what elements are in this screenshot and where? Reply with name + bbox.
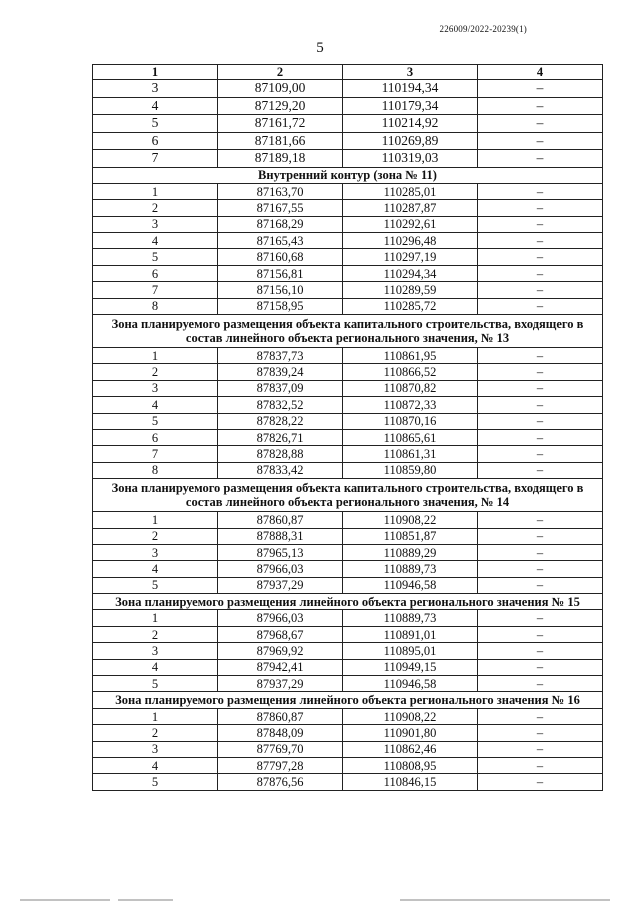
y-coordinate-cell: 110889,73 xyxy=(343,610,478,626)
table-row xyxy=(93,659,603,675)
note-cell: – xyxy=(478,708,603,724)
table-row xyxy=(93,561,603,577)
note-cell: – xyxy=(478,282,603,298)
y-coordinate-cell: 110269,89 xyxy=(343,132,478,150)
note-cell: – xyxy=(478,150,603,168)
x-coordinate-cell: 87965,13 xyxy=(218,544,343,560)
table-row xyxy=(93,233,603,249)
y-coordinate-cell: 110846,15 xyxy=(343,774,478,790)
y-coordinate-cell: 110292,61 xyxy=(343,216,478,232)
note-cell: – xyxy=(478,446,603,462)
column-header: 3 xyxy=(343,65,478,80)
y-coordinate-cell: 110872,33 xyxy=(343,397,478,413)
x-coordinate-cell: 87966,03 xyxy=(218,561,343,577)
note-cell: – xyxy=(478,626,603,642)
note-cell: – xyxy=(478,115,603,133)
x-coordinate-cell: 87969,92 xyxy=(218,643,343,659)
note-cell: – xyxy=(478,397,603,413)
y-coordinate-cell: 110949,15 xyxy=(343,659,478,675)
y-coordinate-cell: 110285,72 xyxy=(343,298,478,314)
table-row xyxy=(93,265,603,281)
section-title: Зона планируемого размещения линейного объекта регионального значения № 15 xyxy=(93,594,603,610)
y-coordinate-cell: 110889,73 xyxy=(343,561,478,577)
y-coordinate-cell: 110294,34 xyxy=(343,265,478,281)
x-coordinate-cell: 87167,55 xyxy=(218,200,343,216)
y-coordinate-cell: 110297,19 xyxy=(343,249,478,265)
section-header-row xyxy=(93,315,603,348)
y-coordinate-cell: 110194,34 xyxy=(343,80,478,98)
note-cell: – xyxy=(478,741,603,757)
table-row xyxy=(93,429,603,445)
y-coordinate-cell: 110296,48 xyxy=(343,233,478,249)
point-number-cell: 2 xyxy=(93,364,218,380)
note-cell: – xyxy=(478,659,603,675)
x-coordinate-cell: 87181,66 xyxy=(218,132,343,150)
point-number-cell: 8 xyxy=(93,298,218,314)
point-number-cell: 1 xyxy=(93,348,218,364)
y-coordinate-cell: 110901,80 xyxy=(343,725,478,741)
note-cell: – xyxy=(478,265,603,281)
point-number-cell: 7 xyxy=(93,446,218,462)
y-coordinate-cell: 110214,92 xyxy=(343,115,478,133)
point-number-cell: 1 xyxy=(93,708,218,724)
note-cell: – xyxy=(478,200,603,216)
point-number-cell: 3 xyxy=(93,80,218,98)
table-row xyxy=(93,512,603,528)
x-coordinate-cell: 87109,00 xyxy=(218,80,343,98)
y-coordinate-cell: 110179,34 xyxy=(343,97,478,115)
point-number-cell: 5 xyxy=(93,115,218,133)
table-row xyxy=(93,298,603,314)
point-number-cell: 5 xyxy=(93,676,218,692)
point-number-cell: 4 xyxy=(93,97,218,115)
note-cell: – xyxy=(478,183,603,199)
x-coordinate-cell: 87163,70 xyxy=(218,183,343,199)
point-number-cell: 7 xyxy=(93,150,218,168)
table-row xyxy=(93,348,603,364)
y-coordinate-cell: 110895,01 xyxy=(343,643,478,659)
table-row xyxy=(93,115,603,133)
y-coordinate-cell: 110319,03 xyxy=(343,150,478,168)
column-header: 4 xyxy=(478,65,603,80)
table-row xyxy=(93,741,603,757)
point-number-cell: 2 xyxy=(93,200,218,216)
table-row xyxy=(93,610,603,626)
page-number: 5 xyxy=(316,40,324,56)
y-coordinate-cell: 110865,61 xyxy=(343,429,478,445)
table-row xyxy=(93,249,603,265)
note-cell: – xyxy=(478,380,603,396)
section-title: Зона планируемого размещения объекта капитального строительства, входящего в состав линейного объекта регионального значения, № 13 xyxy=(93,315,603,348)
y-coordinate-cell: 110908,22 xyxy=(343,708,478,724)
y-coordinate-cell: 110870,82 xyxy=(343,380,478,396)
x-coordinate-cell: 87158,95 xyxy=(218,298,343,314)
x-coordinate-cell: 87968,67 xyxy=(218,626,343,642)
coordinates-table-body xyxy=(93,65,603,791)
y-coordinate-cell: 110862,46 xyxy=(343,741,478,757)
x-coordinate-cell: 87833,42 xyxy=(218,462,343,478)
section-header-row xyxy=(93,692,603,708)
x-coordinate-cell: 87888,31 xyxy=(218,528,343,544)
column-header: 2 xyxy=(218,65,343,80)
x-coordinate-cell: 87832,52 xyxy=(218,397,343,413)
note-cell: – xyxy=(478,216,603,232)
table-row xyxy=(93,183,603,199)
x-coordinate-cell: 87156,10 xyxy=(218,282,343,298)
x-coordinate-cell: 87876,56 xyxy=(218,774,343,790)
x-coordinate-cell: 87937,29 xyxy=(218,577,343,593)
point-number-cell: 3 xyxy=(93,741,218,757)
y-coordinate-cell: 110908,22 xyxy=(343,512,478,528)
table-row xyxy=(93,413,603,429)
note-cell: – xyxy=(478,364,603,380)
point-number-cell: 2 xyxy=(93,528,218,544)
y-coordinate-cell: 110287,87 xyxy=(343,200,478,216)
table-row xyxy=(93,577,603,593)
note-cell: – xyxy=(478,725,603,741)
table-row xyxy=(93,774,603,790)
note-cell: – xyxy=(478,774,603,790)
note-cell: – xyxy=(478,610,603,626)
y-coordinate-cell: 110861,31 xyxy=(343,446,478,462)
point-number-cell: 4 xyxy=(93,233,218,249)
y-coordinate-cell: 110866,52 xyxy=(343,364,478,380)
note-cell: – xyxy=(478,80,603,98)
section-title: Зона планируемого размещения объекта капитального строительства, входящего в состав линейного объекта регионального значения, № 14 xyxy=(93,479,603,512)
point-number-cell: 2 xyxy=(93,626,218,642)
x-coordinate-cell: 87837,73 xyxy=(218,348,343,364)
note-cell: – xyxy=(478,462,603,478)
y-coordinate-cell: 110946,58 xyxy=(343,577,478,593)
table-row xyxy=(93,626,603,642)
y-coordinate-cell: 110891,01 xyxy=(343,626,478,642)
table-row xyxy=(93,364,603,380)
note-cell: – xyxy=(478,643,603,659)
table-row xyxy=(93,380,603,396)
note-cell: – xyxy=(478,512,603,528)
section-header-row xyxy=(93,594,603,610)
x-coordinate-cell: 87828,88 xyxy=(218,446,343,462)
table-row xyxy=(93,216,603,232)
y-coordinate-cell: 110870,16 xyxy=(343,413,478,429)
x-coordinate-cell: 87189,18 xyxy=(218,150,343,168)
point-number-cell: 5 xyxy=(93,774,218,790)
table-row xyxy=(93,150,603,168)
x-coordinate-cell: 87942,41 xyxy=(218,659,343,675)
table-row xyxy=(93,725,603,741)
y-coordinate-cell: 110889,29 xyxy=(343,544,478,560)
table-row xyxy=(93,446,603,462)
note-cell: – xyxy=(478,429,603,445)
x-coordinate-cell: 87860,87 xyxy=(218,512,343,528)
point-number-cell: 6 xyxy=(93,265,218,281)
point-number-cell: 5 xyxy=(93,249,218,265)
point-number-cell: 6 xyxy=(93,429,218,445)
y-coordinate-cell: 110861,95 xyxy=(343,348,478,364)
point-number-cell: 5 xyxy=(93,577,218,593)
section-header-row xyxy=(93,479,603,512)
point-number-cell: 2 xyxy=(93,725,218,741)
point-number-cell: 4 xyxy=(93,561,218,577)
note-cell: – xyxy=(478,348,603,364)
note-cell: – xyxy=(478,249,603,265)
table-row xyxy=(93,132,603,150)
table-header-row xyxy=(93,65,603,80)
point-number-cell: 1 xyxy=(93,512,218,528)
note-cell: – xyxy=(478,544,603,560)
note-cell: – xyxy=(478,758,603,774)
x-coordinate-cell: 87966,03 xyxy=(218,610,343,626)
column-header: 1 xyxy=(93,65,218,80)
y-coordinate-cell: 110285,01 xyxy=(343,183,478,199)
section-title: Зона планируемого размещения линейного объекта регионального значения № 16 xyxy=(93,692,603,708)
point-number-cell: 3 xyxy=(93,544,218,560)
x-coordinate-cell: 87839,24 xyxy=(218,364,343,380)
coordinates-table xyxy=(92,64,603,791)
x-coordinate-cell: 87161,72 xyxy=(218,115,343,133)
note-cell: – xyxy=(478,413,603,429)
table-row xyxy=(93,462,603,478)
x-coordinate-cell: 87848,09 xyxy=(218,725,343,741)
table-row xyxy=(93,282,603,298)
point-number-cell: 3 xyxy=(93,643,218,659)
point-number-cell: 4 xyxy=(93,659,218,675)
x-coordinate-cell: 87828,22 xyxy=(218,413,343,429)
point-number-cell: 1 xyxy=(93,183,218,199)
table-row xyxy=(93,708,603,724)
table-row xyxy=(93,676,603,692)
point-number-cell: 6 xyxy=(93,132,218,150)
scan-edge-mark xyxy=(118,899,173,901)
note-cell: – xyxy=(478,97,603,115)
scan-edge-mark xyxy=(20,899,110,901)
point-number-cell: 1 xyxy=(93,610,218,626)
note-cell: – xyxy=(478,298,603,314)
section-title: Внутренний контур (зона № 11) xyxy=(93,167,603,183)
note-cell: – xyxy=(478,132,603,150)
table-row xyxy=(93,97,603,115)
document-number: 226009/2022-20239(1) xyxy=(439,24,527,34)
point-number-cell: 5 xyxy=(93,413,218,429)
note-cell: – xyxy=(478,233,603,249)
note-cell: – xyxy=(478,561,603,577)
x-coordinate-cell: 87168,29 xyxy=(218,216,343,232)
table-row xyxy=(93,200,603,216)
x-coordinate-cell: 87769,70 xyxy=(218,741,343,757)
point-number-cell: 3 xyxy=(93,380,218,396)
x-coordinate-cell: 87160,68 xyxy=(218,249,343,265)
point-number-cell: 4 xyxy=(93,397,218,413)
table-row xyxy=(93,80,603,98)
y-coordinate-cell: 110808,95 xyxy=(343,758,478,774)
x-coordinate-cell: 87937,29 xyxy=(218,676,343,692)
table-row xyxy=(93,397,603,413)
point-number-cell: 8 xyxy=(93,462,218,478)
note-cell: – xyxy=(478,528,603,544)
section-header-row xyxy=(93,167,603,183)
table-row xyxy=(93,544,603,560)
x-coordinate-cell: 87826,71 xyxy=(218,429,343,445)
x-coordinate-cell: 87165,43 xyxy=(218,233,343,249)
table-row xyxy=(93,758,603,774)
x-coordinate-cell: 87837,09 xyxy=(218,380,343,396)
x-coordinate-cell: 87129,20 xyxy=(218,97,343,115)
point-number-cell: 7 xyxy=(93,282,218,298)
x-coordinate-cell: 87860,87 xyxy=(218,708,343,724)
y-coordinate-cell: 110859,80 xyxy=(343,462,478,478)
y-coordinate-cell: 110851,87 xyxy=(343,528,478,544)
point-number-cell: 3 xyxy=(93,216,218,232)
point-number-cell: 4 xyxy=(93,758,218,774)
y-coordinate-cell: 110289,59 xyxy=(343,282,478,298)
x-coordinate-cell: 87797,28 xyxy=(218,758,343,774)
x-coordinate-cell: 87156,81 xyxy=(218,265,343,281)
table-row xyxy=(93,528,603,544)
scan-edge-mark xyxy=(400,899,610,901)
table-row xyxy=(93,643,603,659)
y-coordinate-cell: 110946,58 xyxy=(343,676,478,692)
note-cell: – xyxy=(478,676,603,692)
note-cell: – xyxy=(478,577,603,593)
